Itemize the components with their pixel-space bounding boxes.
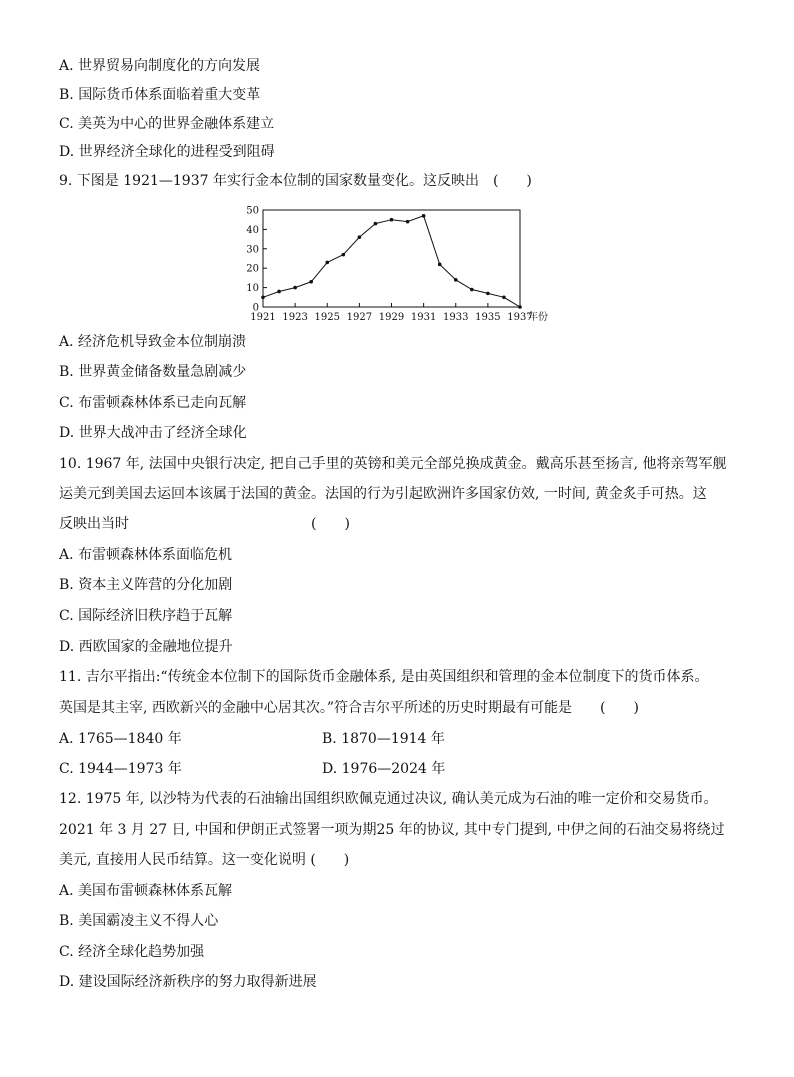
q12-stem-line-2: 2021 年 3 月 27 日, 中国和伊朗正式签署一项为期25 年的协议, 其中专门提到, 中伊之间的石油交易将绕过 (59, 822, 725, 838)
x-tick-label: 1935 (475, 312, 501, 323)
q8-option-b: B. 国际货币体系面临着重大变革 (59, 87, 261, 103)
gold-standard-line-chart (236, 200, 576, 326)
q10-option-d: D. 西欧国家的金融地位提升 (59, 639, 233, 655)
q12-option-c: C. 经济全球化趋势加强 (59, 944, 205, 960)
data-point (486, 292, 490, 296)
data-point (374, 222, 378, 226)
data-point (309, 280, 313, 284)
plot-frame (263, 210, 520, 307)
y-tick-label: 20 (246, 263, 259, 275)
q8-option-a: A. 世界贸易向制度化的方向发展 (59, 58, 261, 74)
q11-option-c: C. 1944—1973 年 (59, 761, 182, 777)
q12-option-d: D. 建设国际经济新秩序的努力取得新进展 (59, 974, 317, 990)
series-line (263, 216, 520, 307)
data-point (518, 305, 522, 309)
q8-option-d: D. 世界经济全球化的进程受到阻碍 (59, 144, 275, 160)
q8-option-c: C. 美英为中心的世界金融体系建立 (59, 116, 275, 132)
q9-stem: 9. 下图是 1921—1937 年实行金本位制的国家数量变化。这反映出 ( ) (59, 173, 532, 189)
q12-option-b: B. 美国霸凌主义不得人心 (59, 913, 219, 929)
data-point (390, 218, 394, 222)
q11-option-a: A. 1765—1840 年 (59, 731, 182, 747)
x-tick-label: 1933 (443, 312, 469, 323)
q12-stem-line-3: 美元, 直接用人民币结算。这一变化说明 ( ) (59, 852, 350, 868)
q11-option-d: D. 1976—2024 年 (322, 761, 446, 777)
data-point (342, 253, 346, 257)
data-point (261, 296, 265, 300)
q10-option-c: C. 国际经济旧秩序趋于瓦解 (59, 608, 233, 624)
x-tick-label: 1927 (346, 312, 373, 323)
data-point (277, 290, 281, 294)
q11-option-b: B. 1870—1914 年 (322, 731, 445, 747)
chart-svg (236, 200, 576, 326)
q9-option-b: B. 世界黄金储备数量急剧减少 (59, 364, 247, 380)
q12-option-a: A. 美国布雷顿森林体系瓦解 (59, 883, 233, 899)
x-tick-label: 1929 (378, 312, 405, 323)
x-tick-label: 1925 (314, 312, 340, 323)
y-tick-label: 30 (246, 244, 259, 256)
data-point (406, 220, 410, 224)
q10-stem-line-1: 10. 1967 年, 法国中央银行决定, 把自己手里的英镑和美元全部兑换成黄金。戴高乐甚至扬言, 他将亲驾军舰 (59, 456, 727, 472)
x-tick-label: 1921 (250, 312, 276, 323)
data-point (470, 288, 474, 292)
q9-option-c: C. 布雷顿森林体系已走向瓦解 (59, 395, 247, 411)
q10-stem-line-2: 运美元到美国去运回本该属于法国的黄金。法国的行为引起欧洲许多国家仿效, 一时间, 黄金炙手可热。这 (59, 486, 707, 502)
q9-option-d: D. 世界大战冲击了经济全球化 (59, 425, 247, 441)
x-axis-label: 年份 (528, 312, 548, 323)
data-point (502, 296, 506, 300)
x-tick-label: 1923 (282, 312, 308, 323)
q11-stem-line-1: 11. 吉尔平指出:“传统金本位制下的国际货币金融体系, 是由英国组织和管理的金本位制度下的货币体系。 (59, 669, 709, 685)
q10-option-a: A. 布雷顿森林体系面临危机 (59, 547, 233, 563)
q11-stem-line-2: 英国是其主宰, 西欧新兴的金融中心居其次。”符合吉尔平所述的历史时期最有可能是 ( ) (59, 700, 639, 716)
x-tick-label: 1931 (410, 312, 437, 323)
y-tick-label: 50 (246, 205, 259, 217)
data-point (422, 214, 426, 218)
data-point (325, 261, 329, 265)
y-tick-label: 10 (246, 283, 259, 295)
data-point (358, 235, 362, 239)
y-tick-label: 0 (252, 302, 259, 314)
data-point (454, 278, 458, 282)
q12-stem-line-1: 12. 1975 年, 以沙特为代表的石油输出国组织欧佩克通过决议, 确认美元成为石油的唯一定价和交易货币。 (59, 791, 718, 807)
y-tick-label: 40 (246, 224, 259, 236)
q10-stem-line-3: 反映出当时 ( ) (59, 516, 350, 532)
data-point (438, 263, 442, 267)
q9-option-a: A. 经济危机导致金本位制崩溃 (59, 334, 247, 350)
x-tick-label: 1937 (507, 312, 533, 323)
q10-option-b: B. 资本主义阵营的分化加剧 (59, 577, 233, 593)
data-point (293, 286, 297, 290)
